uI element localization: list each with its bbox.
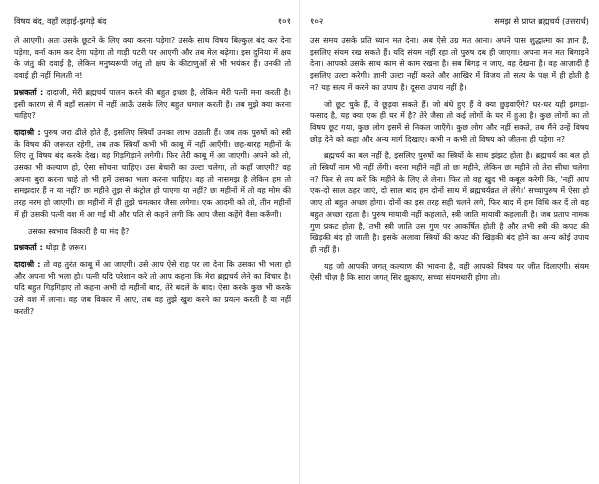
paragraph-text: यह जो आपकी जगत् कल्याण की भावना है, वही आपको विषय पर जीत दिलाएगी। संयम ऐसी चीज़ है कि सारा जगत् सिर झुकाए, सच्चा संयमधारी होगा तो। <box>310 261 589 283</box>
paragraph-text: ब्रह्मचर्य का बल नहीं है, इसलिए पुरुषों का स्त्रियों के साथ झंझट होता है। ब्रह्मचर्य का बल हो तो स्त्रियाँ नाम भी नहीं लेंगी। वरना महीने नहीं तो छः महीने, लेकिन छः महीने तो तेरा सीधा चलेगा न? फिर से तय करें कि महीने के लिए ले लेना। फिर तो वह खुद भी कबूल करेगी कि, 'नहीं आप एक-दो साल ठहर जाएं, दो साल बाद हम दोनों साथ में ब्रह्मचर्यव्रत ले लेंगे।' सच्चापुरुष में ऐसा हो जाए तो बहुत अच्छा होगा। दोनों का इस तरह सही चलने लगे, फिर बाद में हम विधि कर दें तो वह बहुत अच्छा रहता है। पुरुष मायावी नहीं कहलाते, स्त्री जाति मायावी कहलाती है। जब प्रताप नामक गुण प्रकट होता है, तभी स्त्री जाति उस गुण पर आकर्षित होती है और तभी स्त्री की कपट की खिड़की बंद हो जाती है। इसके अलावा स्त्रियों की कपट की खिड़की बंद होने का अन्य कोई उपाय ही नहीं है। <box>310 151 589 254</box>
paragraph-text: जो छूट चुके हैं, वे छूड़वा सकते हैं। जो बंधे हुए हैं वे क्या छुड़वाएँगे? घर-घर यही झगड़ा-फसाद है, यह क्या एक ही घर में है? तेरे जैसा तो कई लोगों के घर में हुआ है। कुछ लोगों का तो विषय छूट गया, कुछ लोग इसमें से निकल जाएँगे। कुछ लोग और नहीं सकते, तब मैंने उन्हें विषय छोड़ देने को कहा और अन्य मार्ग दिखाए। कभी न कभी तो विषय को जीतना ही पड़ेगा न? <box>310 99 589 144</box>
right-header-title: समझ से प्राप्त ब्रह्मचर्य (उत्तरार्ध) <box>494 16 589 26</box>
paragraph-text: उसका स्वभाव विकारी है या मंद है? <box>28 226 130 236</box>
right-page-number: १०२ <box>310 17 324 27</box>
paragraph <box>310 35 589 94</box>
paragraph <box>310 150 589 255</box>
paragraph-text: पुरुष जरा ढीले होते हैं, इसलिए स्त्रियाँ उनका लाभ उठाती हैं। जब तक पुरुषों को स्त्री के विषय की जरूरत रहेगी, तब तक स्त्रियाँ कभी भी काबू में नहीं आएँगी। छह-बारह महीनों के लिए तू विषय बंद करके देख। वह गिड़गिड़ाने लगेगी। फिर तेरी काबू में आ जाएगी। अपने को तो, उसका भी कल्याण हो, ऐसा सोचना चाहिए। उस बेचारी का उल्टा चलेगा, तो कहाँ जाएगी? वह अपना बुरा करना चाहे तो भी हमें उसका भला करना चाहिए। वह तो नासमझ है लेकिन हम तो समझदार हैं न या नहीं? छः महीने तुझ से कंट्रोल हो पाएगा या नहीं? छः महीनों में तो वह मोम की तरह नरम हो जाएगी। छः महीनों में ही तुझे चमत्कार जैसा लगेगा। एक आदमी को तो, तीन महीनों में ही उसकी पत्नी वश में आ गई थी और पति से कहने लगी कि आप जैसा कहेंगे वैसा करूँगी। <box>14 127 291 219</box>
left-page-number: १०१ <box>277 17 291 27</box>
paragraph-text: ले आएगी। अतः उसके छूटने के लिए क्या करना पड़ेगा? उसके साथ विषय बिल्कुल बंद कर देना पड़ेगा, वर्ना काम कर देगा पड़ेगा तो गाड़ी पटरी पर आएगी और तब मेल बढ़ेगा। इस दुनिया में क्षय के जंतु की दवाई है, लेकिन मनुष्यरूपी जंतु तो क्षय के कीटाणुओं से भी भयंकर हैं। उनकी तो दवाई ही नहीं मिलती न! <box>14 36 291 81</box>
left-running-head <box>14 16 291 28</box>
paragraph <box>14 127 291 221</box>
paragraph <box>14 242 291 254</box>
speaker-label: प्रश्नकर्ता : <box>14 243 43 253</box>
paragraph <box>14 87 291 122</box>
paragraph-text: तो वह तुरंत काबू में आ जाएगी। उसे आप ऐसे राह पर ला देना कि उसका भी भला हो और अपना भी भला हो। पत्नी यदि परेशान करे तो आप कहना कि मेरा ब्रह्मचर्य लेने का विचार है। यदि बहुत गिड़गिड़ाए तो कहना अभी दो महीनों बाद, तेरे बदले के बाद। ऐसा करके कुछ भी करके उसे वश में लाना। वह जब विकार में आए, तब वह तुझे खुश करने का प्रयत्न करती है या नहीं करती? <box>14 259 291 316</box>
left-page-body <box>14 35 291 317</box>
paragraph <box>14 35 291 82</box>
paragraph <box>310 261 589 284</box>
speaker-label: दादाश्री : <box>14 259 41 269</box>
right-page-body <box>310 35 589 284</box>
left-header-title: विषय बंद, वहाँ लड़ाई-झगड़े बंद <box>14 16 107 26</box>
paragraph-text: दादाजी, मेरी ब्रह्मचर्य पालन करने की बहुत इच्छा है, लेकिन मेरी पत्नी मना करती है। इसी कारण से मैं वहाँ सत्संग में नहीं आऊँ उसके लिए बहुत धमाल करती है। तब मुझे क्या करना चाहिए? <box>14 87 291 121</box>
right-page <box>300 0 599 484</box>
left-page <box>0 0 299 484</box>
paragraph <box>14 259 291 318</box>
speaker-label: प्रश्नकर्ता : <box>14 87 44 97</box>
paragraph-text: थोड़ा है ज़रूर। <box>45 243 87 253</box>
paragraph <box>310 99 589 146</box>
speaker-label: दादाश्री : <box>14 127 41 137</box>
paragraph <box>14 226 291 238</box>
right-running-head <box>310 16 589 28</box>
paragraph-text: उस समय उसके प्रति ध्यान मत देना। अब ऐसे उग्र मत आना। अपने पास शुद्धात्मा का ज्ञान है, इसलिए संयम रख सकते हैं। यदि संयम नहीं रहा तो पुरुष दब ही जाएगा। अपना मन मत बिगाड़ने देना। आपको उसके साथ काम से काम रखना है। सब बिगड़ न जाए, वह देखना है। वह आज़ादी है इसलिए उल्टा करेगी। ज्ञानी उल्टा नहीं करते और आखिर में विजय तो सत्य के पक्ष में ही होती है न? यह सत्य में करने का उपाय है। दूसरा उपाय नहीं है। <box>310 36 589 92</box>
